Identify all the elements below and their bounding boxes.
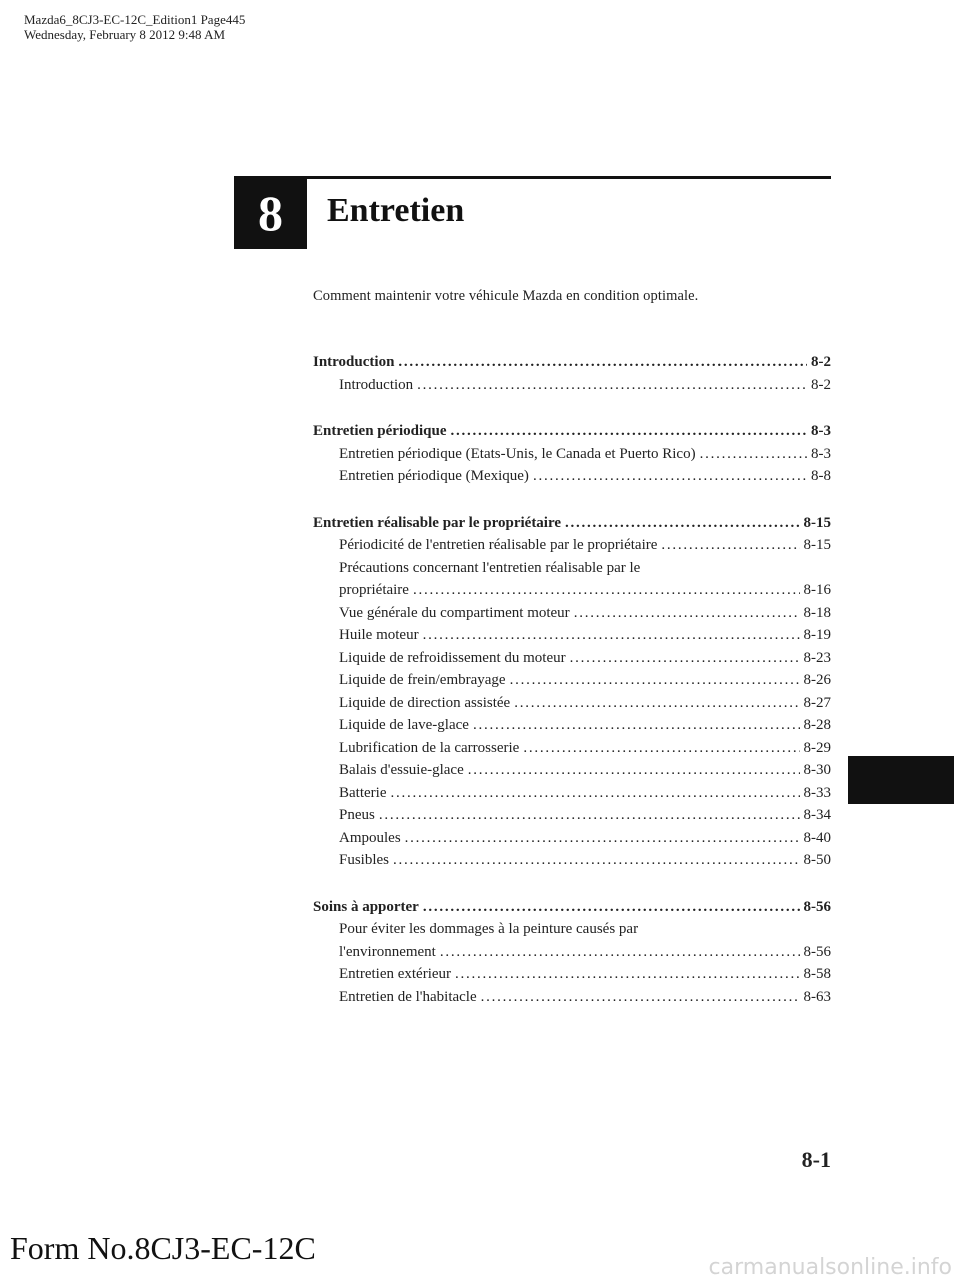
toc-entry-label-line1: Précautions concernant l'entretien réalisable par le xyxy=(339,559,641,576)
toc-entry-page: 8-40 xyxy=(803,829,831,846)
toc-entry-label: Balais d'essuie-glace xyxy=(339,762,464,778)
toc-leader xyxy=(514,692,799,715)
toc-leader xyxy=(450,420,807,443)
page-number: 8-1 xyxy=(801,1147,831,1172)
toc-entry-label: Ampoules xyxy=(339,829,401,846)
toc-section-title: Entretien réalisable par le propriétaire xyxy=(313,514,562,531)
toc-entry-label: Liquide de direction assistée xyxy=(339,694,511,711)
toc-leader xyxy=(473,714,800,737)
toc-entry-page: 8-15 xyxy=(803,537,831,553)
toc-leader xyxy=(417,374,807,397)
toc-entry-line1[interactable] xyxy=(313,557,831,580)
toc-entry[interactable] xyxy=(313,714,831,737)
toc-entry[interactable] xyxy=(313,986,831,1009)
toc-entry-label: Entretien de l'habitacle xyxy=(339,988,477,1005)
toc-leader xyxy=(440,941,800,964)
toc-entry[interactable] xyxy=(313,624,831,647)
toc-section-heading[interactable] xyxy=(313,420,831,443)
toc-entry-label: propriétaire xyxy=(339,582,409,598)
toc-entry-label: Huile moteur xyxy=(339,627,419,643)
toc-leader xyxy=(393,849,799,872)
toc-entry-page: 8-56 xyxy=(803,943,831,960)
form-number: Form No.8CJ3-EC-12C xyxy=(10,1230,316,1266)
toc-section-page: 8-56 xyxy=(803,898,831,915)
toc-entry-label: Périodicité de l'entretien réalisable par le propriétaire xyxy=(339,537,658,553)
print-metadata-line2: Wednesday, February 8 2012 9:48 AM xyxy=(24,27,226,42)
toc-entry-label: Liquide de refroidissement du moteur xyxy=(339,649,566,666)
toc-leader xyxy=(423,896,800,919)
toc-entry[interactable] xyxy=(313,941,831,964)
toc-section-heading[interactable] xyxy=(313,512,831,535)
toc-section-title: Entretien périodique xyxy=(313,423,447,439)
toc-entry-page: 8-18 xyxy=(803,604,831,621)
toc-leader xyxy=(379,804,800,827)
toc-section-heading[interactable] xyxy=(313,351,831,374)
toc-entry[interactable] xyxy=(313,963,831,986)
toc-entry-page: 8-16 xyxy=(803,582,831,598)
toc-entry-page: 8-26 xyxy=(803,672,831,688)
toc-leader xyxy=(398,351,807,374)
toc-entry-label: Introduction xyxy=(339,376,414,393)
toc-leader xyxy=(565,512,799,535)
toc-entry-page: 8-30 xyxy=(803,762,831,778)
toc-entry-page: 8-58 xyxy=(803,966,831,982)
toc-section-page: 8-3 xyxy=(811,423,831,439)
toc-section-page: 8-15 xyxy=(803,514,831,531)
toc-entry-label: Lubrification de la carrosserie xyxy=(339,739,520,756)
print-metadata-line1: Mazda6_8CJ3-EC-12C_Edition1 Page445 xyxy=(24,12,246,27)
toc-entry[interactable] xyxy=(313,804,831,827)
toc-entry-page: 8-28 xyxy=(803,717,831,733)
toc-leader xyxy=(510,669,800,692)
toc-entry[interactable] xyxy=(313,737,831,760)
toc-section-entretien-periodique xyxy=(313,420,831,488)
toc-entry[interactable] xyxy=(313,849,831,872)
toc-entry[interactable] xyxy=(313,374,831,397)
toc-entry[interactable] xyxy=(313,782,831,805)
toc-entry-page: 8-23 xyxy=(803,649,831,666)
toc-leader xyxy=(523,737,799,760)
toc-leader xyxy=(574,602,800,625)
chapter-number: 8 xyxy=(258,184,283,241)
toc-entry-label: Batterie xyxy=(339,784,387,801)
toc-entry-page: 8-8 xyxy=(811,468,831,484)
toc-entry-label: l'environnement xyxy=(339,943,436,960)
toc-entry-page: 8-29 xyxy=(803,739,831,756)
watermark-text: carmanualsonline.info xyxy=(708,1255,952,1280)
toc-leader xyxy=(455,963,799,986)
toc-leader xyxy=(570,647,800,670)
toc-entry-line1[interactable] xyxy=(313,918,831,941)
toc-leader xyxy=(390,782,799,805)
toc-leader xyxy=(413,579,800,602)
toc-entry-label: Entretien périodique (Etats-Unis, le Canada et Puerto Rico) xyxy=(339,445,696,462)
toc-leader xyxy=(533,465,807,488)
toc-entry-page: 8-2 xyxy=(811,376,831,393)
chapter-intro: Comment maintenir votre véhicule Mazda en condition optimale. xyxy=(313,288,699,304)
chapter-rule xyxy=(307,176,831,179)
toc-entry[interactable] xyxy=(313,465,831,488)
toc-leader xyxy=(405,827,800,850)
toc-entry-label: Liquide de frein/embrayage xyxy=(339,672,506,688)
toc-entry-label: Fusibles xyxy=(339,852,390,868)
toc-section-soins xyxy=(313,896,831,1009)
toc-entry-label: Vue générale du compartiment moteur xyxy=(339,604,570,621)
chapter-title: Entretien xyxy=(327,192,465,229)
toc-entry[interactable] xyxy=(313,827,831,850)
toc-leader xyxy=(423,624,800,647)
toc-section-heading[interactable] xyxy=(313,896,831,919)
toc-entry[interactable] xyxy=(313,692,831,715)
toc-entry-page: 8-27 xyxy=(803,694,831,711)
toc-entry[interactable] xyxy=(313,669,831,692)
toc-leader xyxy=(468,759,800,782)
toc-entry-label: Pneus xyxy=(339,807,375,823)
toc-entry[interactable] xyxy=(313,759,831,782)
toc-entry-page: 8-50 xyxy=(803,852,831,868)
toc-section-page: 8-2 xyxy=(811,354,831,370)
toc-entry-label: Liquide de lave-glace xyxy=(339,717,469,733)
table-of-contents xyxy=(313,351,831,1032)
toc-entry-page: 8-34 xyxy=(803,807,831,823)
toc-entry-page: 8-19 xyxy=(803,627,831,643)
toc-entry-label: Entretien périodique (Mexique) xyxy=(339,468,529,484)
toc-entry-page: 8-3 xyxy=(811,445,831,462)
toc-entry-label: Entretien extérieur xyxy=(339,966,452,982)
toc-section-entretien-proprietaire xyxy=(313,512,831,872)
toc-entry[interactable] xyxy=(313,647,831,670)
toc-entry[interactable] xyxy=(313,534,831,557)
toc-leader xyxy=(661,534,799,557)
toc-leader xyxy=(481,986,800,1009)
toc-leader xyxy=(700,443,807,466)
toc-section-title: Soins à apporter xyxy=(313,898,419,915)
toc-entry[interactable] xyxy=(313,579,831,602)
print-metadata xyxy=(24,12,245,42)
toc-entry[interactable] xyxy=(313,443,831,466)
toc-section-title: Introduction xyxy=(313,354,395,370)
chapter-number-box xyxy=(234,176,307,249)
chapter-thumb-tab xyxy=(848,756,954,804)
toc-section-introduction xyxy=(313,351,831,396)
toc-entry-label-line1: Pour éviter les dommages à la peinture causés par xyxy=(339,921,639,937)
toc-entry-page: 8-63 xyxy=(803,988,831,1005)
toc-entry[interactable] xyxy=(313,602,831,625)
toc-entry-page: 8-33 xyxy=(803,784,831,801)
